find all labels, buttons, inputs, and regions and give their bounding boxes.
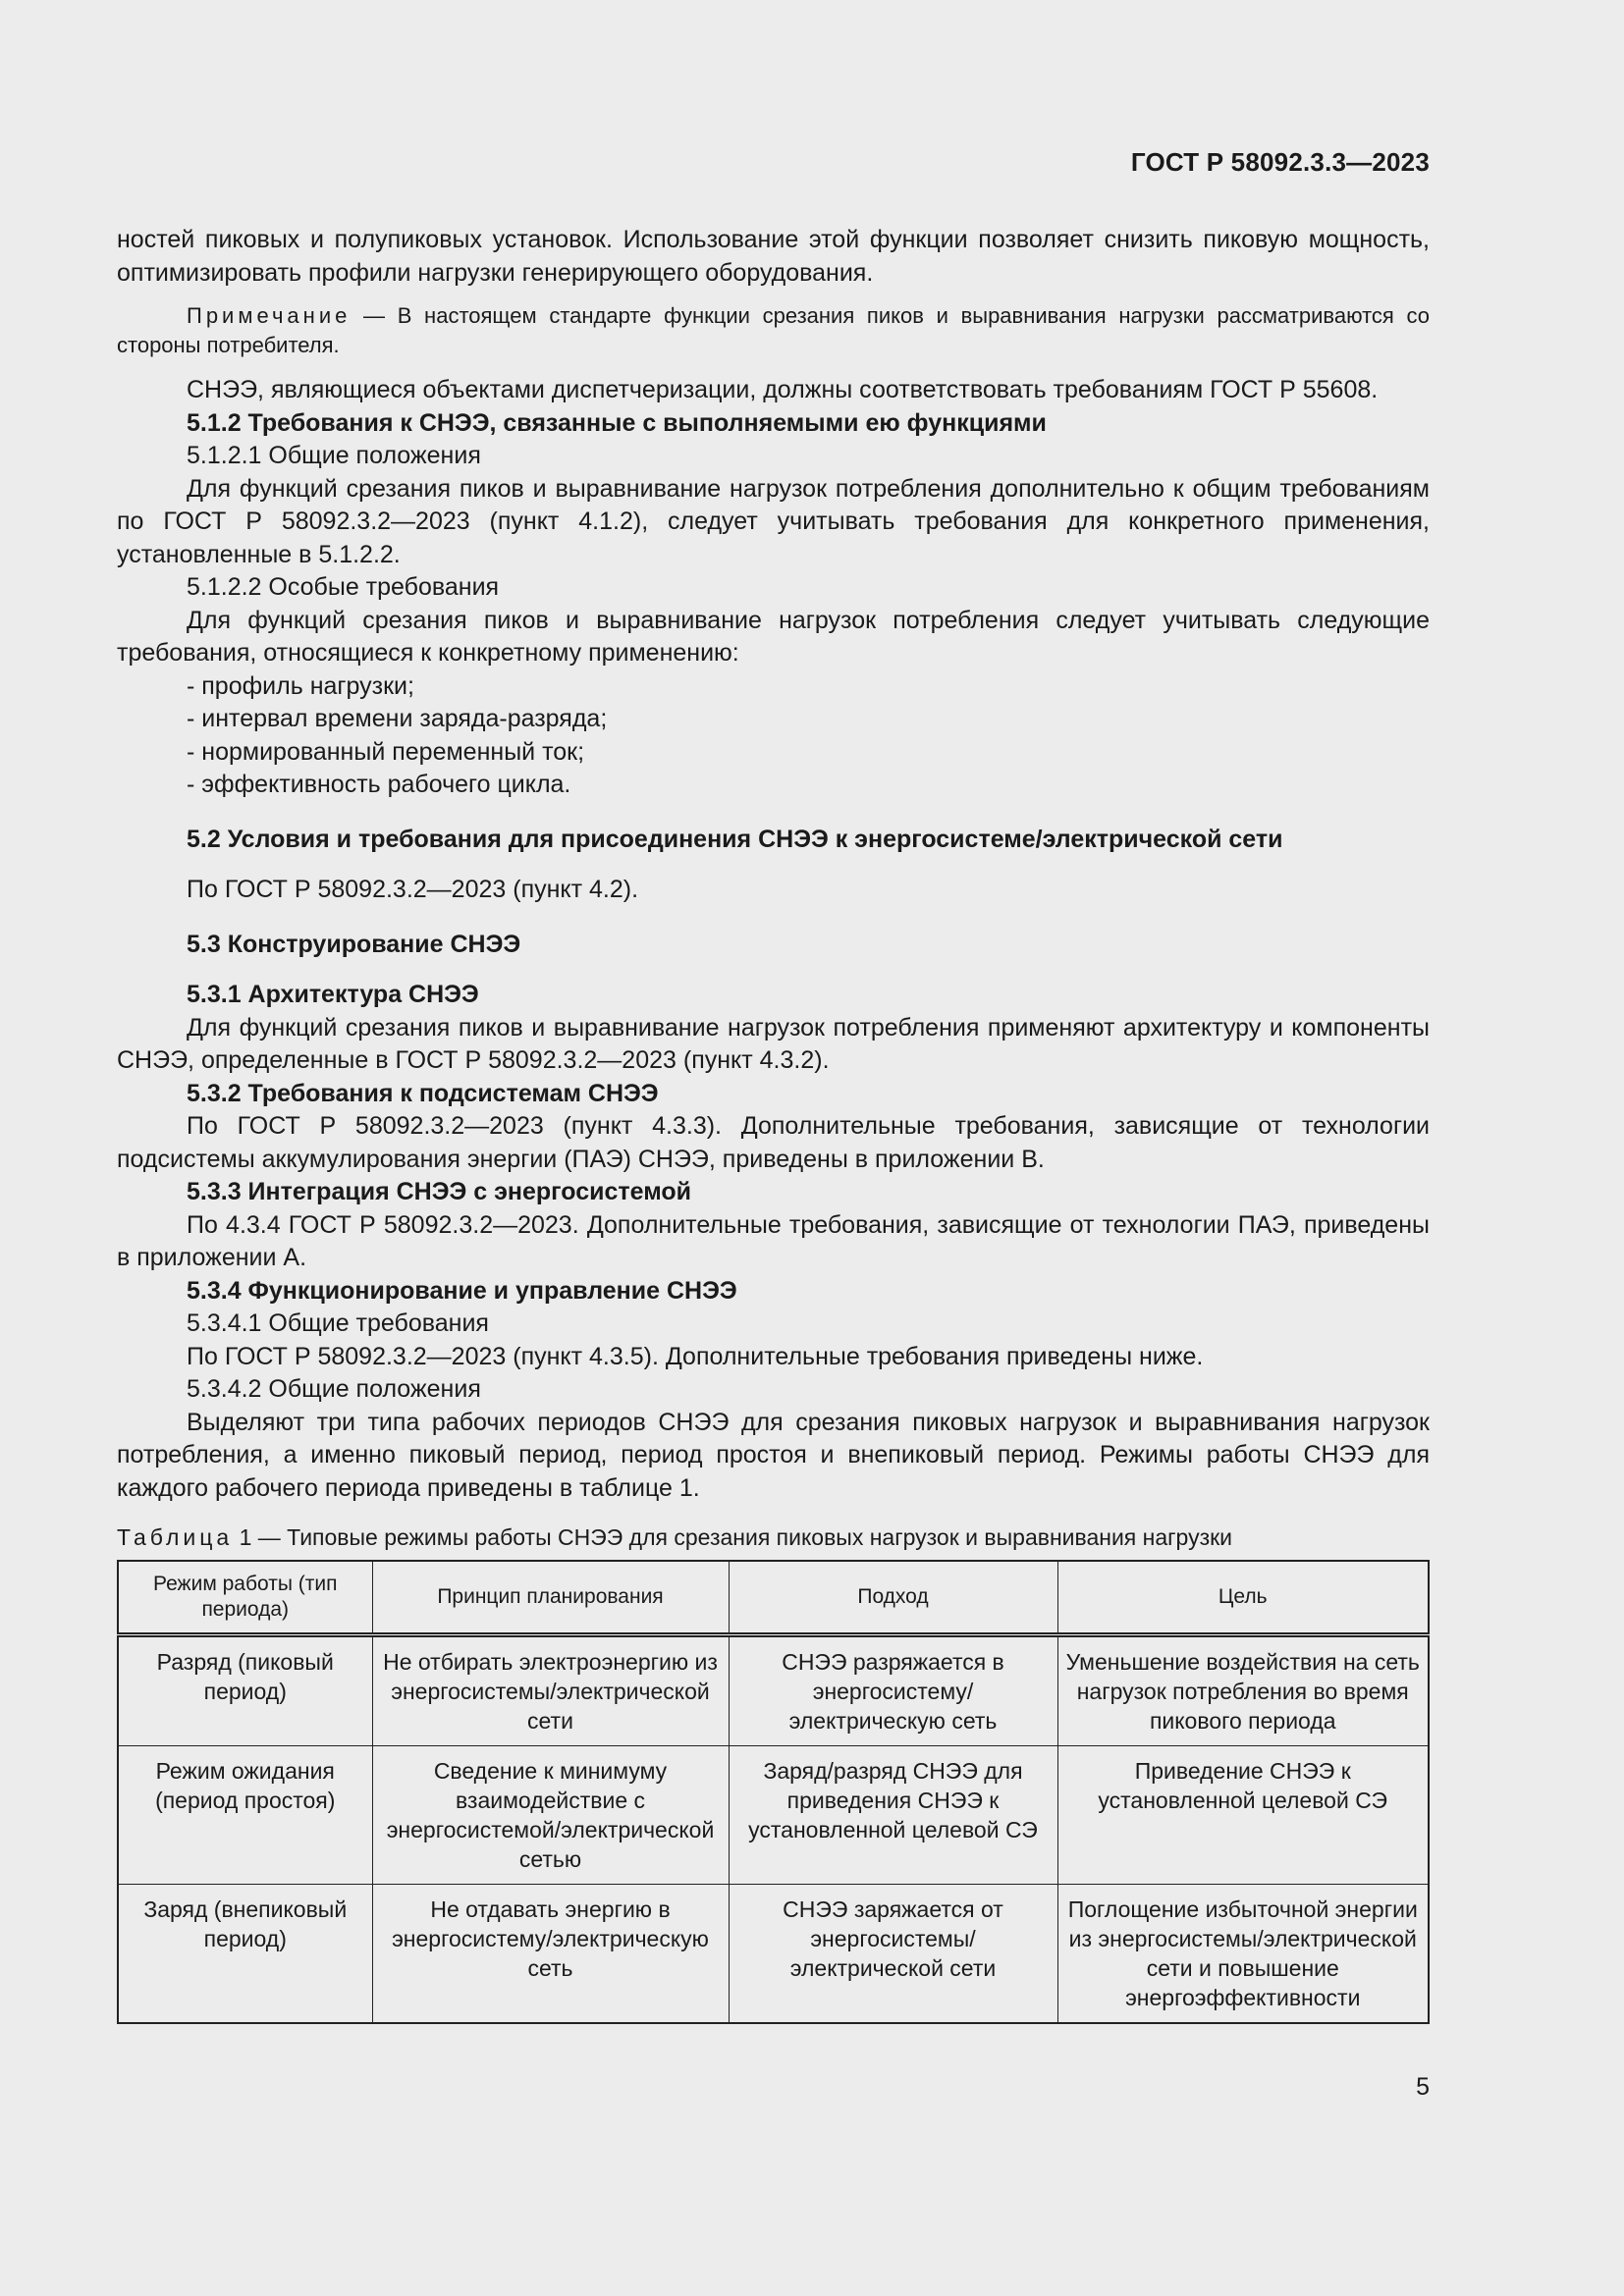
subsection-heading-5-3-4-1: 5.3.4.1 Общие требования bbox=[187, 1309, 489, 1337]
note-label: Примечание bbox=[187, 303, 352, 328]
table-cell: СНЭЭ заряжается от энергосистемы/электрической сети bbox=[729, 1885, 1057, 2024]
table-caption-label: Таблица bbox=[117, 1524, 234, 1550]
table-row bbox=[118, 1635, 1429, 1746]
section-heading-5-3-2: 5.3.2 Требования к подсистемам СНЭЭ bbox=[187, 1079, 659, 1107]
table-cell: Режим ожидания (период простоя) bbox=[118, 1746, 372, 1885]
column-header: Подход bbox=[729, 1561, 1057, 1635]
section-heading-5-3-1: 5.3.1 Архитектура СНЭЭ bbox=[187, 981, 479, 1008]
table-cell: Разряд (пиковый период) bbox=[118, 1635, 372, 1746]
modes-table bbox=[117, 1560, 1430, 2024]
body-text bbox=[117, 224, 1430, 2024]
column-header: Цель bbox=[1057, 1561, 1429, 1635]
subsection-heading-5-1-2-2: 5.1.2.2 Особые требования bbox=[187, 573, 500, 601]
list-item: - профиль нагрузки; bbox=[187, 671, 414, 700]
paragraph: Выделяют три типа рабочих периодов СНЭЭ для срезания пиковых нагрузок и выравнивания нагрузок потребления, а именно пиковый период, период простоя и внепиковый период. Режимы работы СНЭЭ для каждого рабочего периода приведены в таблице 1. bbox=[117, 1408, 1430, 1502]
paragraph: По ГОСТ Р 58092.3.2—2023 (пункт 4.3.5). Дополнительные требования приведены ниже. bbox=[187, 1342, 1204, 1370]
section-heading-5-1-2: 5.1.2 Требования к СНЭЭ, связанные с выполняемыми ею функциями bbox=[187, 408, 1047, 437]
table-cell: Не отбирать электроэнергию из энергосистемы/электрической сети bbox=[372, 1635, 729, 1746]
table-cell: Заряд (внепиковый период) bbox=[118, 1885, 372, 2024]
paragraph: Для функций срезания пиков и выравнивание нагрузок потребления следует учитывать следующие требования, относящиеся к конкретному применению: bbox=[117, 606, 1430, 667]
paragraph: Для функций срезания пиков и выравнивание нагрузок потребления применяют архитектуру и компоненты СНЭЭ, определенные в ГОСТ Р 58092.3.2—2023 (пункт 4.3.2). bbox=[117, 1013, 1430, 1074]
table-row bbox=[118, 1885, 1429, 2024]
table-cell: Уменьшение воздействия на сеть нагрузок потребления во время пикового периода bbox=[1057, 1635, 1429, 1746]
paragraph: СНЭЭ, являющиеся объектами диспетчеризации, должны соответствовать требованиям ГОСТ Р 55608. bbox=[187, 376, 1379, 403]
table-cell: Приведение СНЭЭ к установленной целевой СЭ bbox=[1057, 1746, 1429, 1885]
paragraph: По 4.3.4 ГОСТ Р 58092.3.2—2023. Дополнительные требования, зависящие от технологии ПАЭ, приведены в приложении А. bbox=[117, 1210, 1430, 1271]
column-header: Принцип планирования bbox=[372, 1561, 729, 1635]
table-caption-text: 1 — Типовые режимы работы СНЭЭ для срезания пиковых нагрузок и выравнивания нагрузки bbox=[233, 1524, 1233, 1550]
section-heading-5-2: 5.2 Условия и требования для присоединения СНЭЭ к энергосистеме/электрической сети bbox=[187, 825, 1283, 853]
paragraph: По ГОСТ Р 58092.3.2—2023 (пункт 4.2). bbox=[187, 876, 639, 903]
paragraph: По ГОСТ Р 58092.3.2—2023 (пункт 4.3.3). Дополнительные требования, зависящие от технологии подсистемы аккумулирования энергии (ПАЭ) СНЭЭ, приведены в приложении В. bbox=[117, 1112, 1430, 1173]
table-cell: СНЭЭ разряжается в энергосистему/электрическую сеть bbox=[729, 1635, 1057, 1746]
paragraph: ностей пиковых и полупиковых установок. Использование этой функции позволяет снизить пиковую мощность, оптимизировать профили нагрузки генерирующего оборудования. bbox=[117, 226, 1430, 287]
table-header-row bbox=[118, 1561, 1429, 1635]
table-cell: Не отдавать энергию в энергосистему/электрическую сеть bbox=[372, 1885, 729, 2024]
table-caption bbox=[117, 1522, 1430, 1552]
list-item: - интервал времени заряда-разряда; bbox=[187, 705, 608, 732]
table-cell: Сведение к минимуму взаимодействие с энергосистемой/электрической сетью bbox=[372, 1746, 729, 1885]
list-item: - нормированный переменный ток; bbox=[187, 737, 585, 766]
note bbox=[117, 301, 1430, 360]
section-heading-5-3-4: 5.3.4 Функционирование и управление СНЭЭ bbox=[187, 1276, 737, 1305]
section-heading-5-3: 5.3 Конструирование СНЭЭ bbox=[187, 930, 521, 958]
paragraph: Для функций срезания пиков и выравнивание нагрузок потребления дополнительно к общим требованиям по ГОСТ Р 58092.3.2—2023 (пункт 4.1.2), следует учитывать требования для конкретного применения, установленные в 5.1.2.2. bbox=[117, 474, 1430, 568]
subsection-heading-5-1-2-1: 5.1.2.1 Общие положения bbox=[187, 442, 481, 469]
table-cell: Поглощение избыточной энергии из энергосистемы/электрической сети и повышение энергоэффективности bbox=[1057, 1885, 1429, 2024]
list-item: - эффективность рабочего цикла. bbox=[187, 771, 571, 798]
table-row bbox=[118, 1746, 1429, 1885]
document-header: ГОСТ Р 58092.3.3—2023 bbox=[1130, 147, 1430, 177]
subsection-heading-5-3-4-2: 5.3.4.2 Общие положения bbox=[187, 1375, 481, 1403]
page-number: 5 bbox=[1416, 2073, 1430, 2101]
table-cell: Заряд/разряд СНЭЭ для приведения СНЭЭ к установленной целевой СЭ bbox=[729, 1746, 1057, 1885]
section-heading-5-3-3: 5.3.3 Интеграция СНЭЭ с энергосистемой bbox=[187, 1178, 692, 1205]
note-text: — В настоящем стандарте функции срезания пиков и выравнивания нагрузки рассматриваются со стороны потребителя. bbox=[117, 303, 1430, 357]
column-header: Режим работы (тип периода) bbox=[118, 1561, 372, 1635]
